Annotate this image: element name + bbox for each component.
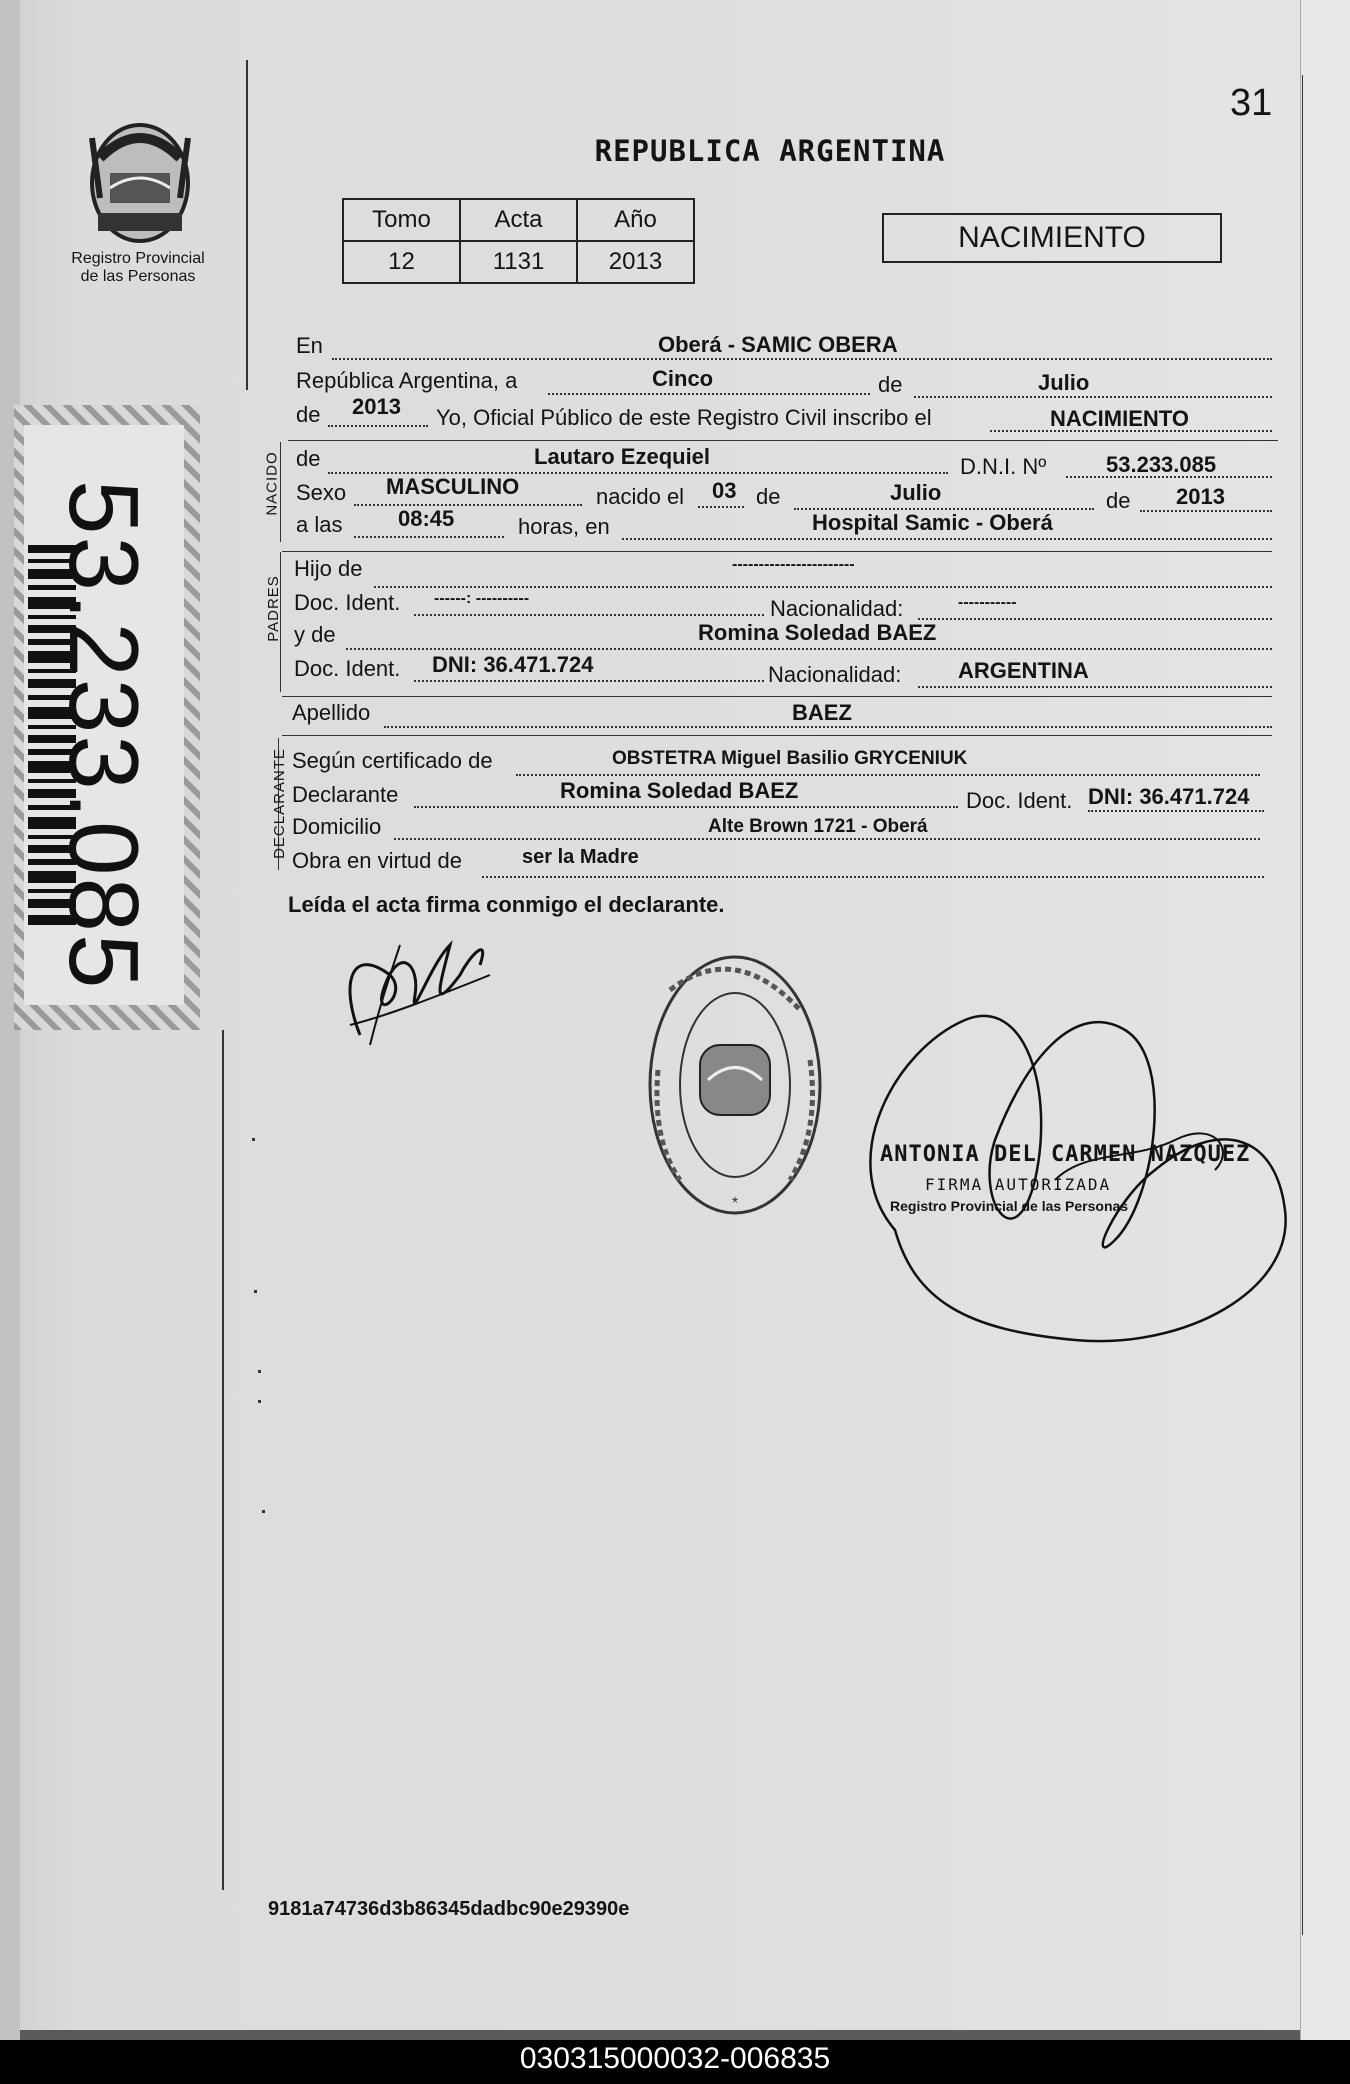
birth-place: Hospital Samic - Oberá — [812, 510, 1053, 535]
line-dots — [332, 358, 1272, 360]
father-name: ----------------------- — [732, 556, 855, 573]
day-word-value: Cinco — [652, 366, 714, 391]
obra-value: ser la Madre — [522, 846, 639, 868]
line-dots — [516, 774, 1260, 776]
barcode-number: 53.233.085 — [49, 480, 159, 991]
birth-month: Julio — [890, 480, 942, 505]
nacido-el-label: nacido el — [596, 484, 685, 509]
section-label-nacido: NACIDO — [263, 451, 281, 516]
sexo-label: Sexo — [296, 480, 347, 505]
left-frame-line-lower — [222, 1030, 224, 1890]
inscribes-value: NACIMIENTO — [1050, 406, 1189, 431]
child-name: Lautaro Ezequiel — [534, 444, 711, 469]
line-dots — [918, 686, 1272, 688]
footer-code: 030315000032-006835 — [519, 2042, 831, 2075]
father-nationality: ----------- — [958, 594, 1017, 611]
caption-line-2: de las Personas — [80, 268, 196, 285]
nacido-de-label: de — [296, 446, 321, 471]
apellido-label: Apellido — [292, 700, 371, 725]
line-dots — [414, 806, 958, 808]
de2-label: de — [296, 402, 321, 427]
official-stamp-icon — [640, 950, 830, 1220]
value-ano: 2013 — [577, 241, 694, 283]
father-nat-label: Nacionalidad: — [770, 596, 904, 621]
y-de-label: y de — [294, 622, 336, 647]
line-dots — [414, 680, 764, 682]
official-text: Yo, Oficial Público de este Registro Civil inscribo el — [436, 405, 932, 430]
page-mark — [252, 1138, 255, 1141]
child-dni: 53.233.085 — [1106, 452, 1217, 477]
sexo-value: MASCULINO — [386, 474, 520, 499]
closing-statement: Leída el acta firma conmigo el declarante. — [288, 892, 725, 917]
horas-label: horas, en — [518, 514, 610, 539]
misiones-coat-of-arms-icon — [80, 118, 200, 248]
header-tomo: Tomo — [343, 199, 460, 241]
domicilio-label: Domicilio — [292, 814, 382, 839]
father-doc-label: Doc. Ident. — [294, 590, 401, 615]
line-dots — [622, 538, 1272, 540]
value-tomo: 12 — [343, 241, 460, 283]
declarante-doc-label: Doc. Ident. — [966, 788, 1073, 813]
line-dots — [548, 393, 870, 395]
registry-caption — [58, 250, 218, 286]
declarant-signature-icon — [330, 905, 500, 1055]
declarante-name: Romina Soledad BAEZ — [560, 778, 799, 803]
page-edge — [1300, 0, 1350, 2040]
line-dots — [384, 726, 1272, 728]
official-organization: Registro Provincial de las Personas — [890, 1198, 1129, 1214]
line-dots — [354, 536, 504, 538]
section-label-declarante: DECLARANTE — [270, 748, 288, 859]
page-number: 31 — [1230, 82, 1273, 124]
apellido-value: BAEZ — [792, 700, 852, 725]
nacido-de-label-3: de — [1106, 488, 1131, 513]
mother-nationality: ARGENTINA — [958, 658, 1089, 683]
section-label-padres: PADRES — [264, 575, 282, 642]
line-dots — [918, 618, 1272, 620]
separator-line — [282, 735, 1272, 736]
line-dots — [394, 838, 1260, 840]
official-role: FIRMA AUTORIZADA — [925, 1175, 1112, 1194]
declarante-doc: DNI: 36.471.724 — [1088, 784, 1250, 809]
birth-day: 03 — [712, 478, 737, 503]
a-las-label: a las — [296, 512, 343, 537]
page-mark — [258, 1400, 261, 1403]
line-dots — [374, 586, 1272, 588]
document-hash: 9181a74736d3b86345dadbc90e29390e — [268, 1898, 630, 1920]
birth-year: 2013 — [1176, 484, 1225, 509]
line-dots — [698, 506, 744, 508]
official-name: ANTONIA DEL CARMEN NAZQUEZ — [880, 1142, 1251, 1167]
cert-label: Según certificado de — [292, 748, 493, 773]
mother-nat-label: Nacionalidad: — [768, 662, 902, 687]
page-mark — [254, 1290, 257, 1293]
header-acta: Acta — [460, 199, 577, 241]
line-dots — [354, 504, 582, 506]
dni-label: D.N.I. Nº — [960, 454, 1047, 479]
nacido-de-label-2: de — [756, 484, 781, 509]
line-dots — [414, 614, 764, 616]
father-doc: ------: ---------- — [434, 590, 530, 607]
declarante-label: Declarante — [292, 782, 399, 807]
month-value: Julio — [1038, 370, 1090, 395]
line-dots — [914, 396, 1272, 398]
register-table — [342, 198, 695, 284]
document-kind-box: NACIMIENTO — [882, 213, 1222, 263]
mother-doc: DNI: 36.471.724 — [432, 652, 594, 677]
place-value: Oberá - SAMIC OBERA — [658, 332, 898, 357]
page-mark — [262, 1510, 265, 1513]
hijo-de-label: Hijo de — [294, 556, 363, 581]
certificate-issuer: OBSTETRA Miguel Basilio GRYCENIUK — [612, 748, 968, 769]
separator-line — [288, 440, 1278, 441]
year-value: 2013 — [352, 394, 401, 419]
mother-name: Romina Soledad BAEZ — [698, 620, 937, 645]
value-acta: 1131 — [460, 241, 577, 283]
left-frame-line — [246, 60, 248, 390]
birth-time: 08:45 — [398, 506, 455, 531]
mother-doc-label: Doc. Ident. — [294, 656, 401, 681]
line-dots — [482, 876, 1264, 878]
separator-line — [282, 696, 1272, 697]
obra-label: Obra en virtud de — [292, 848, 462, 873]
svg-text:*: * — [731, 1195, 739, 1212]
en-label: En — [296, 333, 323, 358]
separator-line — [282, 551, 1272, 552]
page-mark — [258, 1370, 261, 1373]
caption-line-1: Registro Provincial — [71, 250, 205, 267]
republic-label: República Argentina, a — [296, 368, 518, 393]
line-dots — [346, 648, 1272, 650]
domicilio-value: Alte Brown 1721 - Oberá — [708, 816, 928, 837]
de-label: de — [878, 372, 903, 397]
line-dots — [328, 425, 428, 427]
document-title: REPUBLICA ARGENTINA — [594, 134, 946, 168]
header-ano: Año — [577, 199, 694, 241]
line-dots — [1140, 510, 1272, 512]
line-dots — [1088, 810, 1264, 812]
